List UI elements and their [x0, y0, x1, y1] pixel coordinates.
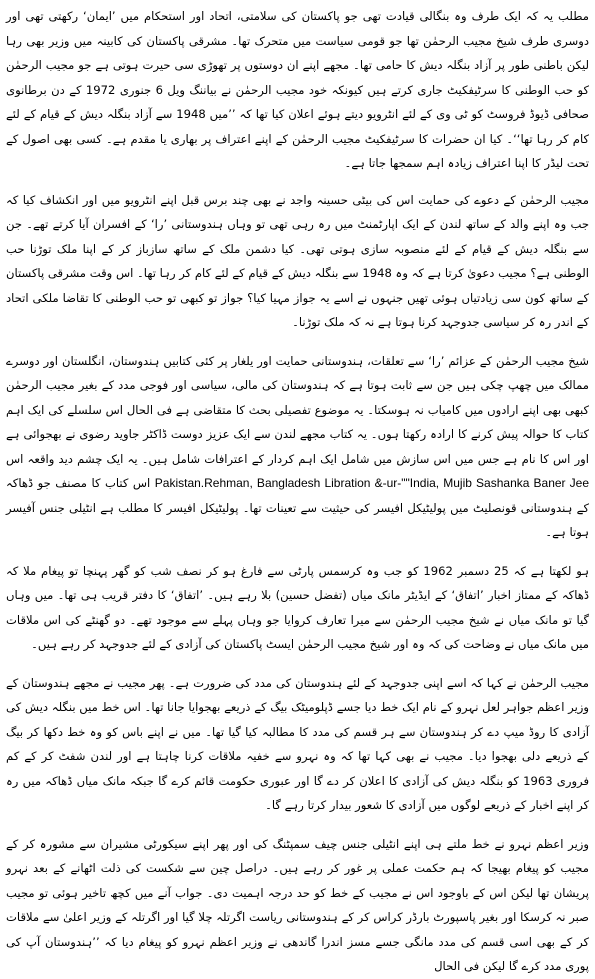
paragraph-2-text: مجیب الرحمٰن کے دعوے کی حمایت اس کی بیٹی حسینہ واجد نے بھی چند برس قبل اپنے انٹرویو میں اور انکشاف کیا کہ جب وہ اپنے والد کے ساتھ لندن کے ایک اپارٹمنٹ میں رہ رہی تھی تو وہاں ہندوستانی ’را‘ کے افسران آیا کرتے تھے۔ جن سے بنگلہ دیش کے قیام کے لئے منصوبہ سازی ہوتی تھی۔ کیا دشمن ملک کے ساتھ سازباز کر کے اپنا ملک توڑنا حب الوطنی ہے؟ مجیب دعویٰ کرتا ہے کہ وہ 1948 سے بنگلہ دیش کے قیام کے لئے کام کر رہا تھا۔ اس وقت مشرقی پاکستان کے ساتھ کون سی زیادتیاں ہوئی تھیں جنہوں نے اسے یہ جواز مہیا کیا؟ جواز تو کبھی تو حب الوطنی کا تقاضا ملکی اتحاد کے اندر رہ کر سیاسی جدوجہد کرنا ہوتا ہے نہ کہ ملک توڑنا۔: [6, 192, 590, 329]
book-citation: Pakistan.Rehman, Bangladesh Libration &-ur-""India, Mujib Sashanka Baner Jee: [154, 476, 590, 490]
paragraph-4: [6, 559, 589, 657]
paragraph-3: [6, 349, 589, 545]
paragraph-3-body: شیخ مجیب الرحمٰن کے عزائم ’را‘ سے تعلقات، ہندوستانی حمایت اور یلغار پر کئی کتابیں ہندوستان، انگلستان اور دوسرے ممالک میں چھپ چکی ہیں جن سے ثابت ہوتا ہے کہ ہندوستان کی مالی، سیاسی اور فوجی مدد کے بغیر مجیب الرحمٰن کبھی بھی اپنے ارادوں میں کامیاب نہ ہوسکتا۔ یہ موضوع تفصیلی بحث کا متقاضی ہے فی الحال اس سلسلے کی ایک اہم کتاب کا حوالہ پیش کرنے کا ارادہ رکھتا ہوں۔ یہ کتاب مجھے لندن سے ایک عزیز دوست ڈاکٹر جاوید رضوی نے بھجوائی ہے اور اس کا نام ہے جس میں اس سازش میں شامل ایک اہم کردار کے اعترافات شامل ہیں۔ یہ ایک چشم دید واقعہ اس: [6, 353, 589, 466]
paragraph-5-text: مجیب الرحمٰن نے کہا کہ اسے اپنی جدوجہد کے لئے ہندوستان کی مدد کی ضرورت ہے۔ پھر مجیب نے مجھے ہندوستان کے وزیر اعظم جواہر لعل نہرو کے نام ایک خط دیا جسے ڈپلومیٹک بیگ کے ذریعے بھجوایا جانا تھا۔ اس خط میں بنگلہ دیش کی آزادی کا روڈ میپ دے کر ہندوستان سے ہر قسم کی مدد کا مطالبہ کیا گیا تھا۔ میں نے اپنے باس کو وہ خط دکھا کر بیگ کے ذریعے دلی بھجوا دیا۔ مجیب نے بھی کہا تھا کہ وہ نہرو سے خفیہ ملاقات کرنا چاہتا ہے اور لندن شفٹ کر کے کم فروری 1963 کو بنگلہ دیش کی آزادی کا اعلان کر دے گا اور عبوری حکومت قائم کرے گا جبکہ مانک میاں ڈھاکہ میں رہ کر اپنے اخبار کے ذریعے لوگوں میں آزادی کا شعور بیدار کرتا رہے گا۔: [6, 675, 589, 812]
paragraph-6-text: وزیر اعظم نہرو نے خط ملتے ہی اپنے انٹیلی جنس چیف سمپٹنگ کی اور پھر اپنے سیکورٹی مشیران سے مشورہ کر کے مجیب کو پیغام بھیجا کہ ہم حکمت عملی پر غور کر رہے ہیں۔ دراصل چین سے شکست کی ذلت اٹھانے کے بعد نہرو پریشان تھا لیکن اس کے باوجود اس نے مجیب کے خط کو حد درجہ اہمیت دی۔ جواب آنے میں کچھ تاخیر ہوئی تو مجیب صبر نہ کرسکا اور بغیر پاسپورٹ بارڈر کراس کر کے ہندوستانی ریاست اگرتلہ چلا گیا اور اگرتلہ کے وزیر اعلیٰ سے ملاقات کر کے بھی اسی قسم کی مدد مانگی جسے مسز اندرا گاندھی نے وزیر اعظم نہرو کو پیغام دیا کہ ’’ہندوستان آپ کی پوری مدد کرے گا لیکن فی الحال: [6, 836, 589, 973]
paragraph-3-text: [6, 349, 589, 545]
paragraph-3-tail: اس کتاب کا مصنف جو ڈھاکہ کے ہندوستانی قونصلیٹ میں پولیٹیکل افیسر کی حیثیت سے تعینات تھا۔ پولیٹیکل افیسر کا مطلب ہے انٹیلی جنس آفیسر ہوتا ہے۔: [6, 476, 589, 539]
paragraph-1: [6, 4, 589, 176]
paragraph-4-text: ہو لکھتا ہے کہ 25 دسمبر 1962 کو جب وہ کرسمس پارٹی سے فارغ ہو کر نصف شب کو گھر پہنچا تو پیغام ملا کہ ڈھاکہ کے ممتاز اخبار ’اتفاق‘ کے ایڈیٹر مانک میاں (تفضل حسین) بلا رہے ہیں۔ ’اتفاق‘ کا دفتر قریب ہی تھا۔ میں وہاں گیا تو مانک میاں نے شیخ مجیب الرحمٰن سے میرا تعارف کروایا جو وہاں پہلے سے موجود تھے۔ دو گھنٹے کی اس ملاقات میں مانک میاں نے وضاحت کی کہ وہ اور شیخ مجیب الرحمٰن ایسٹ پاکستان کی آزادی کے لئے جدوجہد کر رہے ہیں۔: [6, 563, 589, 651]
paragraph-2: [6, 188, 589, 335]
paragraph-1-text: مطلب یہ کہ ایک طرف وہ بنگالی قیادت تھی جو پاکستان کی سلامتی، اتحاد اور استحکام میں ’ایمان‘ رکھتی تھی اور دوسری طرف شیخ مجیب الرحمٰن تھا جو قومی سیاست میں متحرک تھا۔ مشرقی پاکستان کی کابینہ میں وزیر بھی رہا لیکن باطنی طور پر آزاد بنگلہ دیش کا حامی تھا۔ مجھے اپنے ان دوستوں پر تھوڑی سی حیرت ہوتی ہے جو مجیب الرحمٰن کو حب الوطنی کا سرٹیفکیٹ جاری کرتے ہیں کیونکہ خود مجیب الرحمٰن نے بیاننگ ویل 6 جنوری 1972 کے دن برطانوی صحافی ڈیوڈ فروسٹ کو ٹی وی کے لئے انٹرویو دیتے ہوئے اعلان کیا تھا کہ ’’میں 1948 سے آزاد بنگلہ دیش کے قیام کے لئے کام کر رہا تھا‘‘۔ کیا ان حضرات کا سرٹیفکیٹ مجیب الرحمٰن کے اپنے اعتراف پر بھاری یا مقدم ہے۔ کسی بھی اصول کے تحت لیڈر کا اپنا اعتراف زیادہ اہم سمجھا جاتا ہے۔: [6, 9, 589, 170]
paragraph-5: [6, 671, 589, 818]
paragraph-6: [6, 832, 589, 979]
